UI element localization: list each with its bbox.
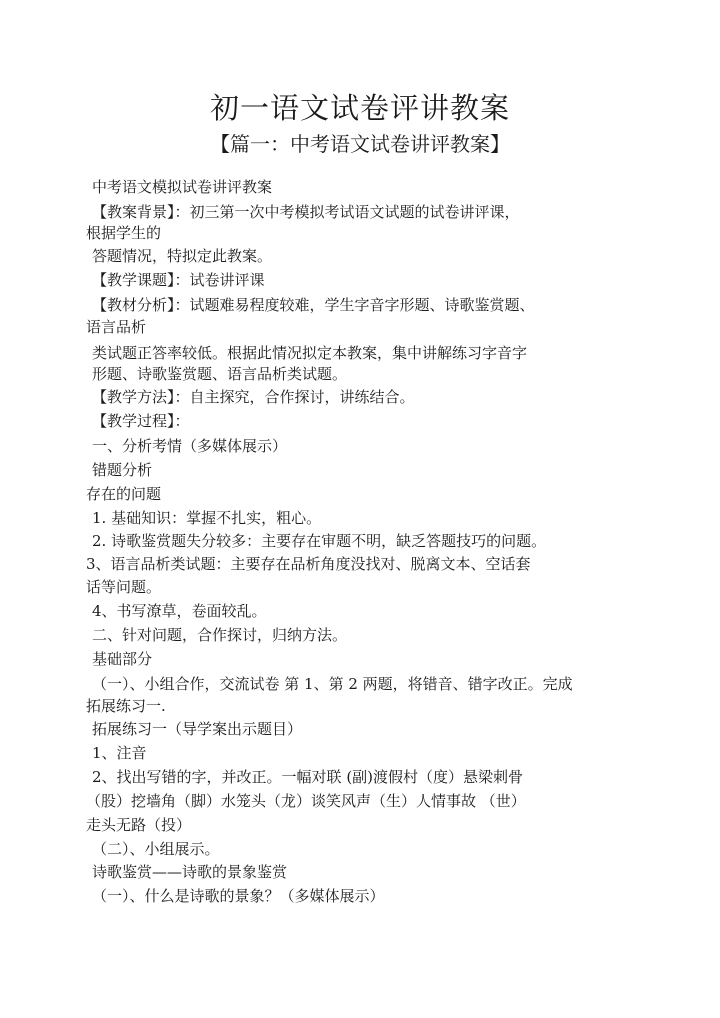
text-line: 类试题正答率较低。根据此情况拟定本教案，集中讲解练习字音字	[92, 344, 528, 362]
text-line: 语言品析	[86, 318, 147, 336]
text-line: 1. 基础知识：掌握不扎实，粗心。	[92, 509, 322, 527]
document-subtitle: 【篇一：中考语文试卷讲评教案】	[210, 132, 510, 156]
text-line: 拓展练习一.	[86, 697, 166, 715]
text-line: （一）、小组合作，交流试卷 第 1、第 2 两题，将错音、错字改正。完成	[92, 675, 573, 693]
text-line: 存在的问题	[86, 485, 162, 503]
text-line: 2、找出写错的字，并改正。一幅对联 (副)渡假村（度）悬梁刺骨	[92, 768, 524, 786]
text-line: （二）、小组展示。	[92, 840, 220, 858]
text-line: 中考语文模拟试卷讲评教案	[92, 178, 273, 196]
text-line: 1、注音	[92, 744, 147, 762]
text-line: 2. 诗歌鉴赏题失分较多：主要存在审题不明，缺乏答题技巧的问题。	[92, 532, 547, 550]
text-line: 诗歌鉴赏——诗歌的景象鉴赏	[92, 863, 288, 881]
text-line: 【教材分析】：试题难易程度较难，学生字音字形题、诗歌鉴赏题、	[92, 296, 535, 314]
text-line: 答题情况，特拟定此教案。	[92, 247, 273, 265]
text-line: （一）、什么是诗歌的景象？（多媒体展示）	[92, 887, 385, 905]
text-line: 走头无路（投）	[86, 816, 192, 834]
text-line: 一、分析考情（多媒体展示）	[92, 437, 288, 455]
text-line: 话等问题。	[86, 578, 162, 596]
text-line: 【教学课题】：试卷讲评课	[92, 271, 265, 289]
text-line: 4、书写潦草，卷面较乱。	[92, 602, 267, 620]
text-line: 拓展练习一（导学案出示题目）	[92, 720, 303, 738]
text-line: 错题分析	[92, 461, 153, 479]
text-line: 【教学方法】：自主探究，合作探讨，讲练结合。	[92, 388, 415, 406]
text-line: 【教案背景】：初三第一次中考模拟考试语文试题的试卷讲评课，	[92, 203, 520, 221]
text-line: 形题、诗歌鉴赏题、语言品析类试题。	[92, 365, 348, 383]
document-title: 初一语文试卷评讲教案	[209, 91, 510, 125]
text-line: 【教学过程】：	[92, 412, 190, 430]
text-line: 二、针对问题，合作探讨，归纳方法。	[92, 626, 348, 644]
text-line: 根据学生的	[86, 224, 162, 242]
text-line: 3、语言品析类试题：主要存在品析角度没找对、脱离文本、空话套	[86, 555, 531, 573]
text-line: （股）挖墙角（脚）水笼头（龙）谈笑风声（生）人情事故 （世）	[86, 792, 526, 810]
text-line: 基础部分	[92, 650, 153, 668]
